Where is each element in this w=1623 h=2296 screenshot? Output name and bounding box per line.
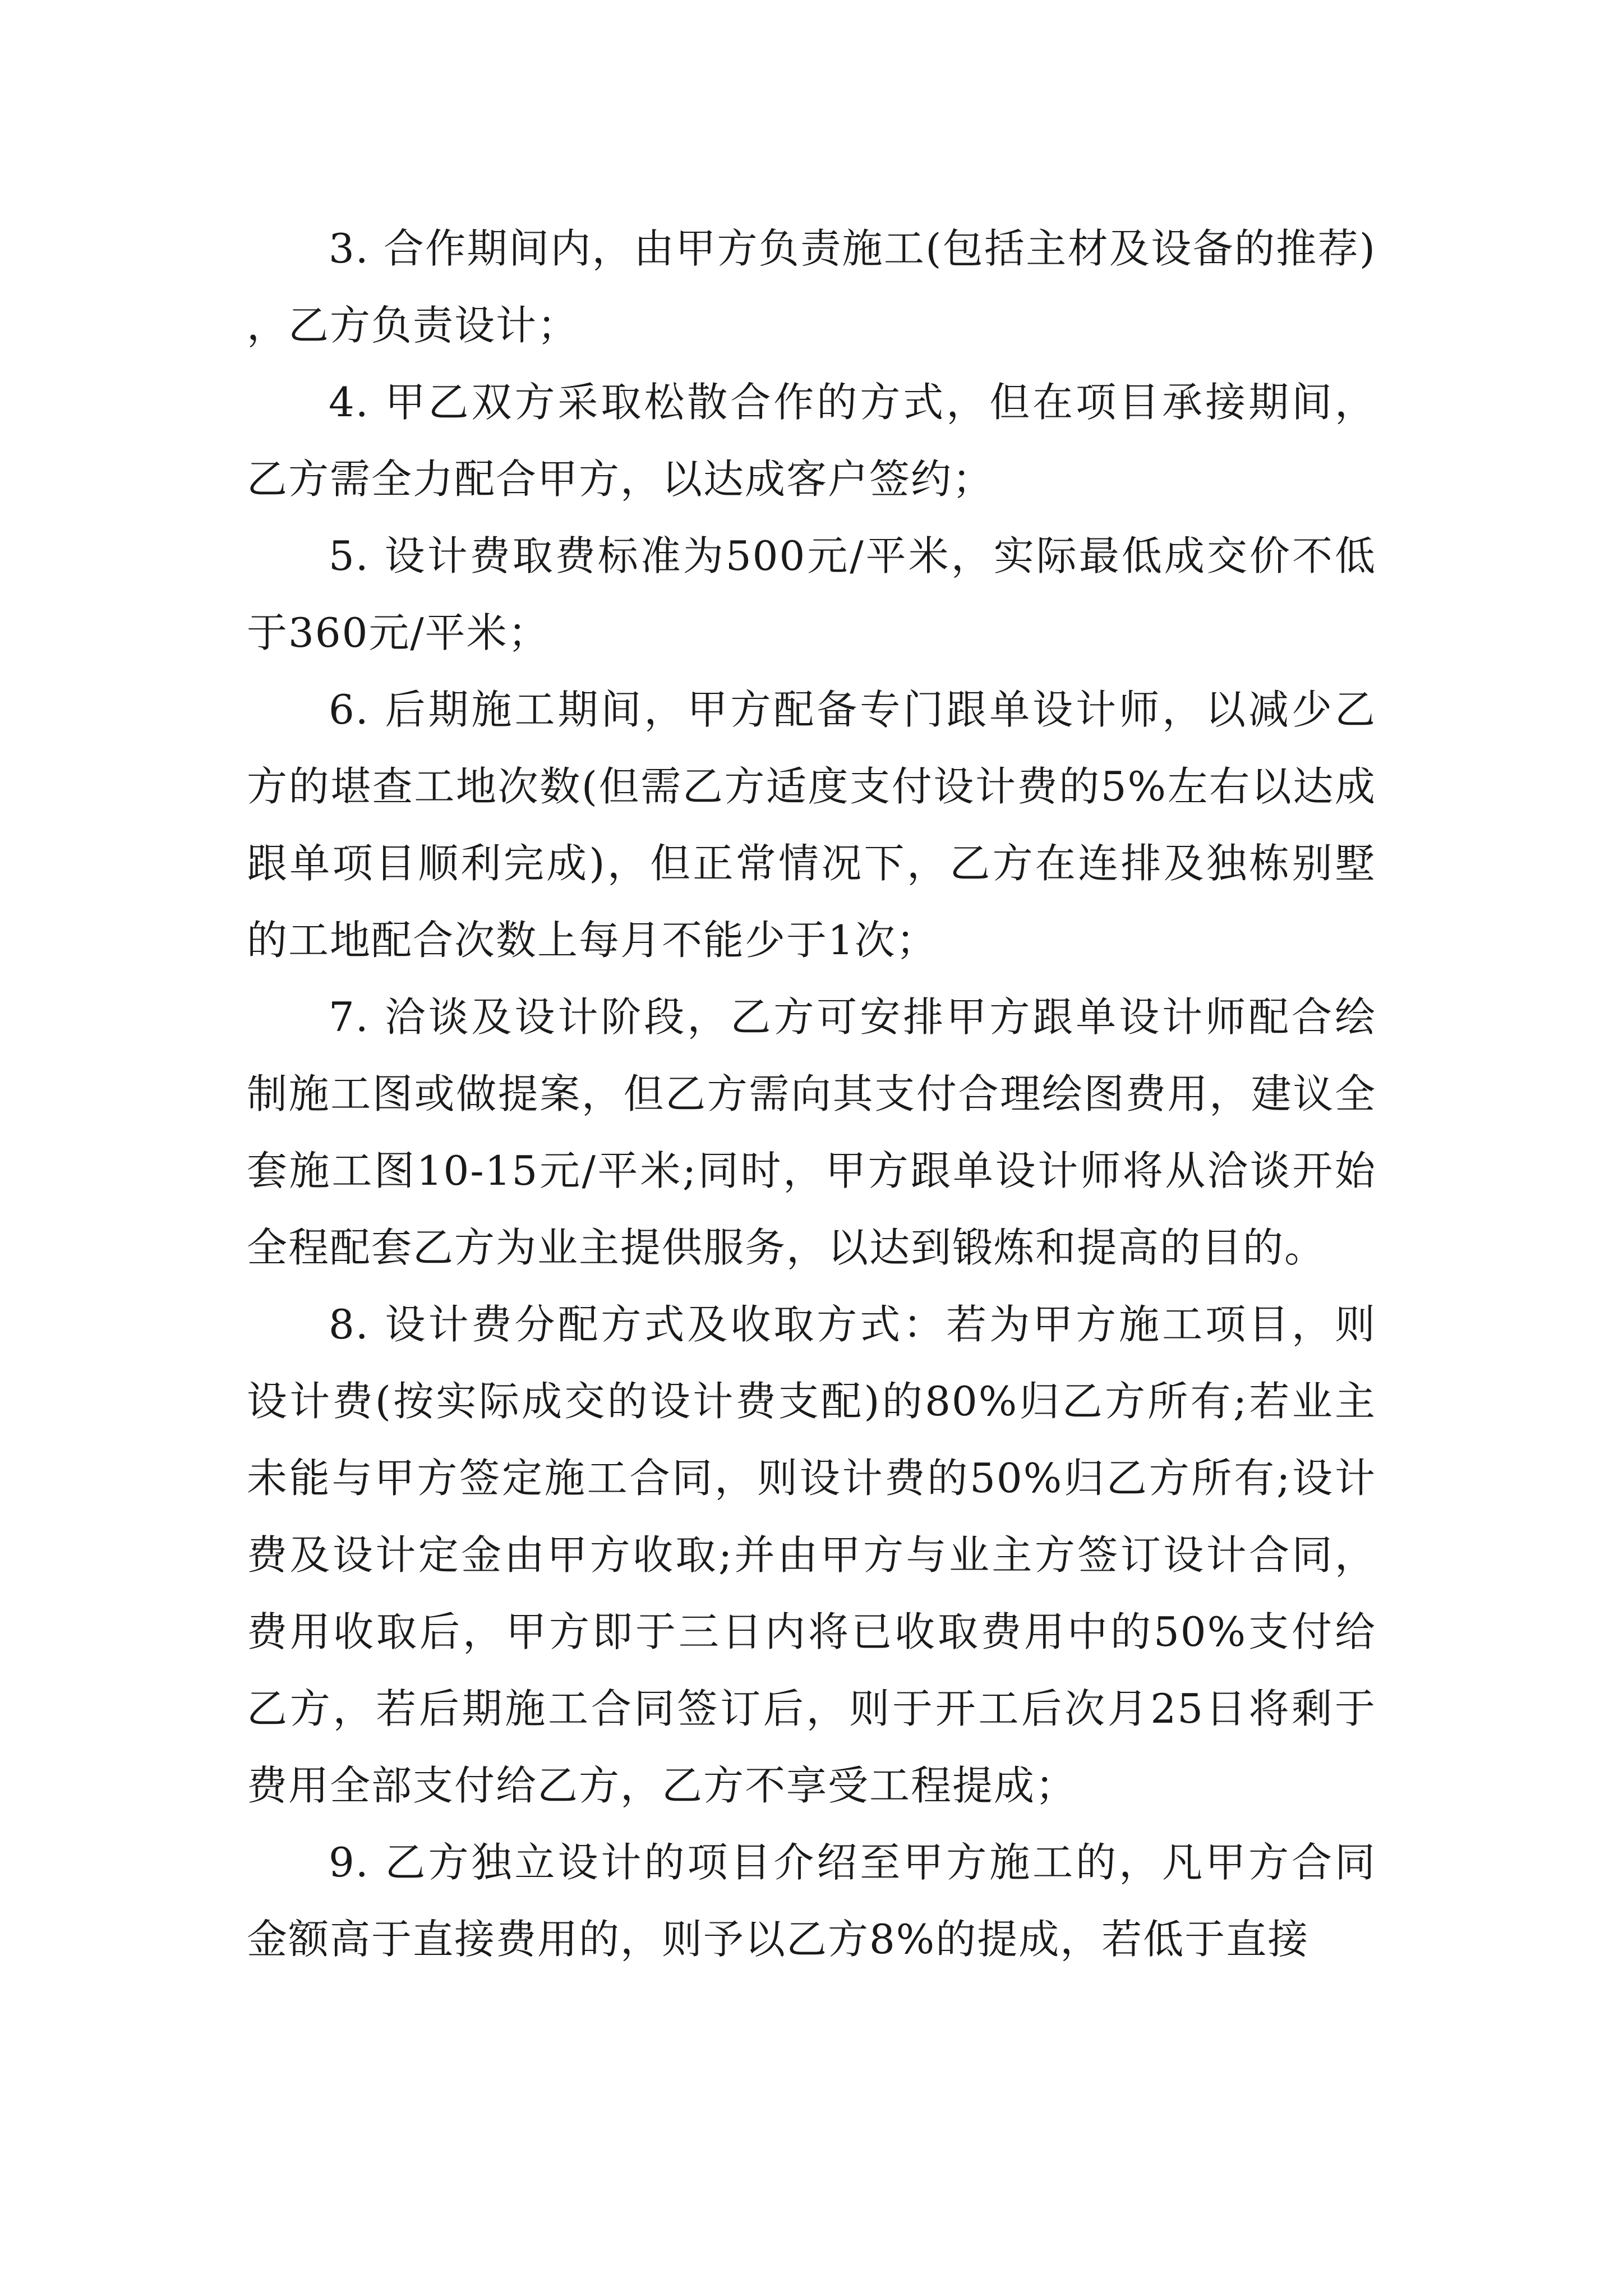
clause-5: 5. 设计费取费标准为500元/平米，实际最低成交价不低于360元/平米； [247,532,1376,656]
clause-9: 9. 乙方独立设计的项目介绍至甲方施工的，凡甲方合同金额高于直接费用的，则予以乙方8%的提成，若低于直接 [247,1839,1376,1963]
clause-7: 7. 洽谈及设计阶段，乙方可安排甲方跟单设计师配合绘制施工图或做提案，但乙方需向其支付合理绘图费用，建议全套施工图10-15元/平米;同时，甲方跟单设计师将从洽谈开始全程配套乙方为业主提供服务，以达到锻炼和提高的目的。 [247,993,1376,1271]
clause-4: 4. 甲乙双方采取松散合作的方式，但在项目承接期间，乙方需全力配合甲方，以达成客户签约； [247,379,1376,503]
document-body [247,210,1376,1978]
clause-3: 3. 合作期间内，由甲方负责施工(包括主材及设备的推荐)，乙方负责设计； [247,225,1376,349]
clause-6: 6. 后期施工期间，甲方配备专门跟单设计师，以减少乙方的堪查工地次数(但需乙方适度支付设计费的5%左右以达成跟单项目顺利完成)，但正常情况下，乙方在连排及独栋别墅的工地配合次数上每月不能少于1次； [247,686,1376,964]
clause-8: 8. 设计费分配方式及收取方式：若为甲方施工项目，则设计费(按实际成交的设计费支配)的80%归乙方所有;若业主未能与甲方签定施工合同，则设计费的50%归乙方所有;设计费及设计定金由甲方收取;并由甲方与业主方签订设计合同，费用收取后，甲方即于三日内将已收取费用中的50%支付给乙方，若后期施工合同签订后，则于开工后次月25日将剩于费用全部支付给乙方，乙方不享受工程提成； [247,1301,1376,1809]
